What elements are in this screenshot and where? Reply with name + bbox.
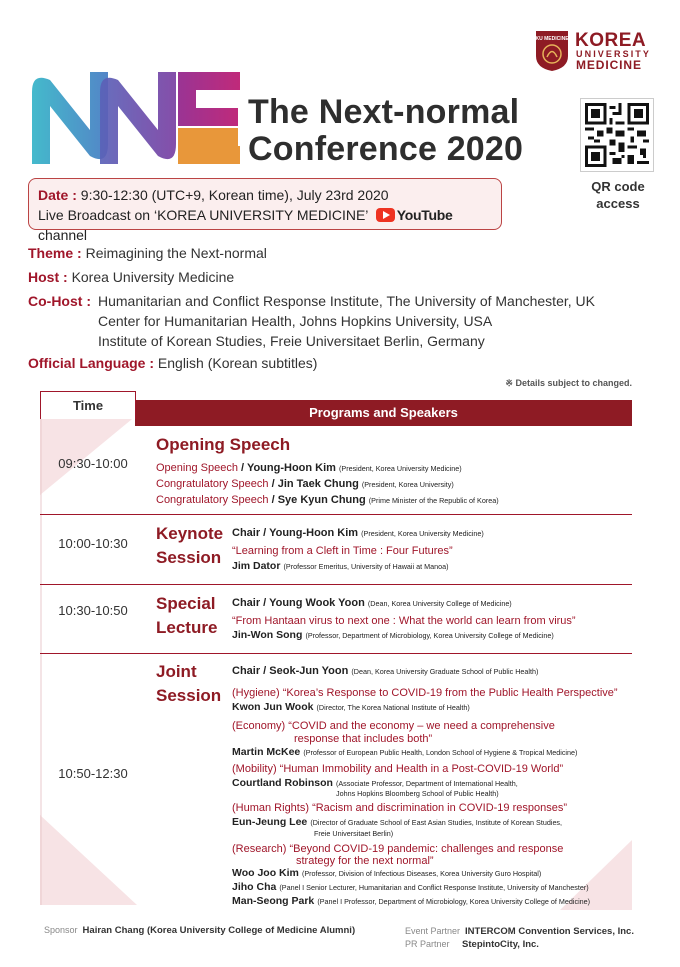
row-divider: [40, 653, 632, 654]
theme-label: Theme :: [28, 245, 82, 261]
ku-emblem-label: KU MEDICINE: [535, 36, 569, 42]
keynote-talk: “Learning from a Cleft in Time : Four Futures”: [232, 545, 453, 557]
date-label: Date :: [38, 187, 77, 203]
joint-speaker-4: [232, 815, 562, 830]
joint-speaker-6-aff: (Panel I Senior Lecturer, Humanitarian and Conflict Response Institute, University of Manchester): [279, 883, 589, 892]
ku-emblem-icon: [535, 30, 569, 72]
joint-speaker-7: [232, 894, 590, 909]
joint-speaker-2-name: Martin McKee: [232, 746, 301, 758]
event-partner-line: [405, 925, 634, 938]
keynote-chair-name: Chair / Young-Hoon Kim: [232, 527, 359, 539]
cohost-line-2: Center for Humanitarian Health, Johns Hopkins University, USA: [98, 313, 493, 329]
opening-row-3-role: Congratulatory Speech: [156, 494, 269, 506]
special-title: [156, 592, 217, 640]
nnc-conference-logo: [28, 70, 242, 166]
keynote-speaker-name: Jim Dator: [232, 560, 281, 572]
keynote-title-2: Session: [156, 548, 222, 567]
opening-row-3-aff: (Prime Minister of the Republic of Korea): [368, 496, 499, 505]
special-speaker-aff: (Professor, Department of Microbiology, Korea University College of Medicine): [305, 631, 554, 640]
opening-row-1-name: Young-Hoon Kim: [246, 462, 336, 474]
joint-speaker-3-aff-2: Johns Hopkins Bloomberg School of Public Health): [336, 789, 499, 798]
joint-chair-aff: (Dean, Korea University Graduate School of Public Health): [351, 667, 539, 676]
conference-title: [248, 94, 523, 168]
joint-talk-1: (Hygiene) “Korea’s Response to COVID-19 from the Public Health Perspective”: [232, 687, 618, 699]
special-time: 10:30-10:50: [58, 603, 128, 618]
keynote-chair: [232, 526, 484, 541]
host-label: Host :: [28, 269, 68, 285]
joint-title-2: Session: [156, 686, 222, 705]
special-speaker-name: Jin-Won Song: [232, 629, 303, 641]
date-value: 9:30-12:30 (UTC+9, Korean time), July 23rd 2020: [80, 187, 389, 203]
joint-speaker-5: [232, 866, 541, 881]
special-chair: [232, 596, 512, 611]
joint-speaker-1: [232, 700, 470, 715]
youtube-wordmark: YouTube: [396, 207, 453, 224]
joint-speaker-5-aff: (Professor, Division of Infectious Diseases, Korea University Guro Hospital): [301, 869, 542, 878]
sponsor-label: Sponsor: [44, 925, 78, 935]
ku-name-medicine: MEDICINE: [576, 58, 642, 72]
host-row: [28, 267, 234, 287]
time-header: Time: [40, 391, 136, 419]
special-speaker: [232, 628, 554, 643]
title-line-2: Conference 2020: [248, 130, 524, 168]
host-value: Korea University Medicine: [71, 269, 235, 285]
language-value: English (Korean subtitles): [157, 355, 318, 371]
qr-code-icon: [585, 103, 649, 167]
cohost-line-3: Institute of Korean Studies, Freie Universitaet Berlin, Germany: [98, 333, 485, 349]
joint-speaker-7-aff: (Panel I Professor, Department of Microbiology, Korea University College of Medicine): [317, 897, 591, 906]
qr-code[interactable]: [580, 98, 654, 172]
language-row: [28, 353, 317, 373]
joint-speaker-6: [232, 880, 589, 895]
qr-code-label: QR code access: [591, 179, 645, 211]
joint-speaker-2: [232, 745, 577, 760]
joint-talk-2b: response that includes both”: [294, 733, 433, 745]
pr-partner-label: PR Partner: [405, 939, 450, 949]
pr-partner-line: [405, 938, 634, 951]
special-chair-name: Chair / Young Wook Yoon: [232, 597, 365, 609]
title-line-1: The Next-normal: [248, 93, 520, 131]
youtube-play-icon: [376, 208, 395, 222]
joint-speaker-4-name: Eun-Jeung Lee: [232, 816, 308, 828]
opening-time: 09:30-10:00: [58, 456, 128, 471]
cohost-label: Co-Host :: [28, 293, 91, 309]
opening-row-2-role: Congratulatory Speech: [156, 478, 269, 490]
joint-chair-name: Chair / Seok-Jun Yoon: [232, 665, 349, 677]
opening-row-3-name: Sye Kyun Chung: [277, 494, 366, 506]
joint-talk-5a: (Research) “Beyond COVID-19 pandemic: challenges and response: [232, 843, 564, 855]
channel-text: channel: [38, 227, 88, 244]
live-broadcast-text: Live Broadcast on ‘KOREA UNIVERSITY MEDICINE’: [38, 207, 368, 223]
joint-speaker-4-aff-2: Freie Universitaet Berlin): [314, 829, 394, 838]
joint-talk-5b: strategy for the next normal”: [296, 855, 434, 867]
sponsor-line: [44, 925, 355, 936]
keynote-chair-aff: (President, Korea University Medicine): [361, 529, 484, 538]
theme-value: Reimagining the Next-normal: [85, 245, 267, 261]
pr-partner-value: StepintoCity, Inc.: [462, 939, 539, 950]
opening-row-2-aff: (President, Korea University): [361, 480, 454, 489]
opening-row-2-name: Jin Taek Chung: [277, 478, 359, 490]
keynote-title: [156, 522, 223, 570]
opening-row-3: Congratulatory Speech / Sye Kyun Chung (Prime Minister of the Republic of Korea): [156, 494, 499, 506]
time-column-decoration: [40, 415, 137, 905]
partners-block: [405, 925, 634, 951]
joint-speaker-2-aff: (Professor of European Public Health, London School of Hygiene & Tropical Medicine): [303, 748, 578, 757]
opening-row-1-role: Opening Speech: [156, 462, 238, 474]
keynote-speaker: [232, 559, 448, 574]
row-divider: [40, 514, 632, 515]
joint-speaker-3-name: Courtland Robinson: [232, 777, 333, 789]
joint-title: [156, 660, 221, 708]
youtube-logo[interactable]: [376, 204, 453, 225]
joint-speaker-1-aff: (Director, The Korea National Institute of Health): [316, 703, 470, 712]
joint-time: 10:50-12:30: [58, 766, 128, 781]
theme-row: [28, 243, 267, 263]
joint-speaker-3-aff: (Associate Professor, Department of International Health,: [335, 779, 518, 788]
row-divider: [40, 584, 632, 585]
opening-row-2: Congratulatory Speech / Jin Taek Chung (President, Korea University): [156, 478, 454, 490]
opening-title: Opening Speech: [156, 435, 291, 454]
event-partner-label: Event Partner: [405, 926, 461, 936]
keynote-time: 10:00-10:30: [58, 536, 128, 551]
ku-name-university: UNIVERSITY: [576, 49, 652, 59]
keynote-speaker-aff: (Professor Emeritus, University of Hawaii at Manoa): [283, 562, 449, 571]
special-title-2: Lecture: [156, 618, 218, 637]
joint-talk-2a: (Economy) “COVID and the economy – we need a comprehensive: [232, 720, 555, 732]
cohost-line-1: Humanitarian and Conflict Response Institute, The University of Manchester, UK: [98, 293, 595, 309]
special-title-1: Special: [156, 594, 216, 613]
joint-talk-4: (Human Rights) “Racism and discrimination in COVID-19 responses”: [232, 802, 568, 814]
joint-talk-3: (Mobility) “Human Immobility and Health in a Post-COVID-19 World”: [232, 763, 564, 775]
joint-speaker-1-name: Kwon Jun Wook: [232, 701, 314, 713]
joint-speaker-4-aff: (Director of Graduate School of East Asian Studies, Institute of Korean Studies,: [310, 818, 563, 827]
special-chair-aff: (Dean, Korea University College of Medicine): [367, 599, 512, 608]
event-partner-value: INTERCOM Convention Services, Inc.: [465, 926, 634, 937]
cohost-row: [28, 291, 91, 311]
joint-speaker-6-name: Jiho Cha: [232, 881, 277, 893]
programs-header: Programs and Speakers: [135, 400, 632, 426]
sponsor-value: Hairan Chang (Korea University College of Medicine Alumni): [82, 925, 356, 936]
special-talk: “From Hantaan virus to next one : What the world can learn from virus”: [232, 615, 576, 627]
ku-name-korea: KOREA: [575, 30, 647, 51]
keynote-title-1: Keynote: [156, 524, 224, 543]
opening-row-1: Opening Speech / Young-Hoon Kim (President, Korea University Medicine): [156, 462, 462, 474]
broadcast-info-box: [28, 178, 502, 244]
joint-title-1: Joint: [156, 662, 197, 681]
language-label: Official Language :: [28, 355, 155, 371]
joint-speaker-7-name: Man-Seong Park: [232, 895, 315, 907]
joint-speaker-5-name: Woo Joo Kim: [232, 867, 299, 879]
joint-chair: [232, 664, 538, 679]
opening-row-1-aff: (President, Korea University Medicine): [339, 464, 462, 473]
disclaimer-note: ※ Details subject to changed.: [505, 378, 632, 388]
